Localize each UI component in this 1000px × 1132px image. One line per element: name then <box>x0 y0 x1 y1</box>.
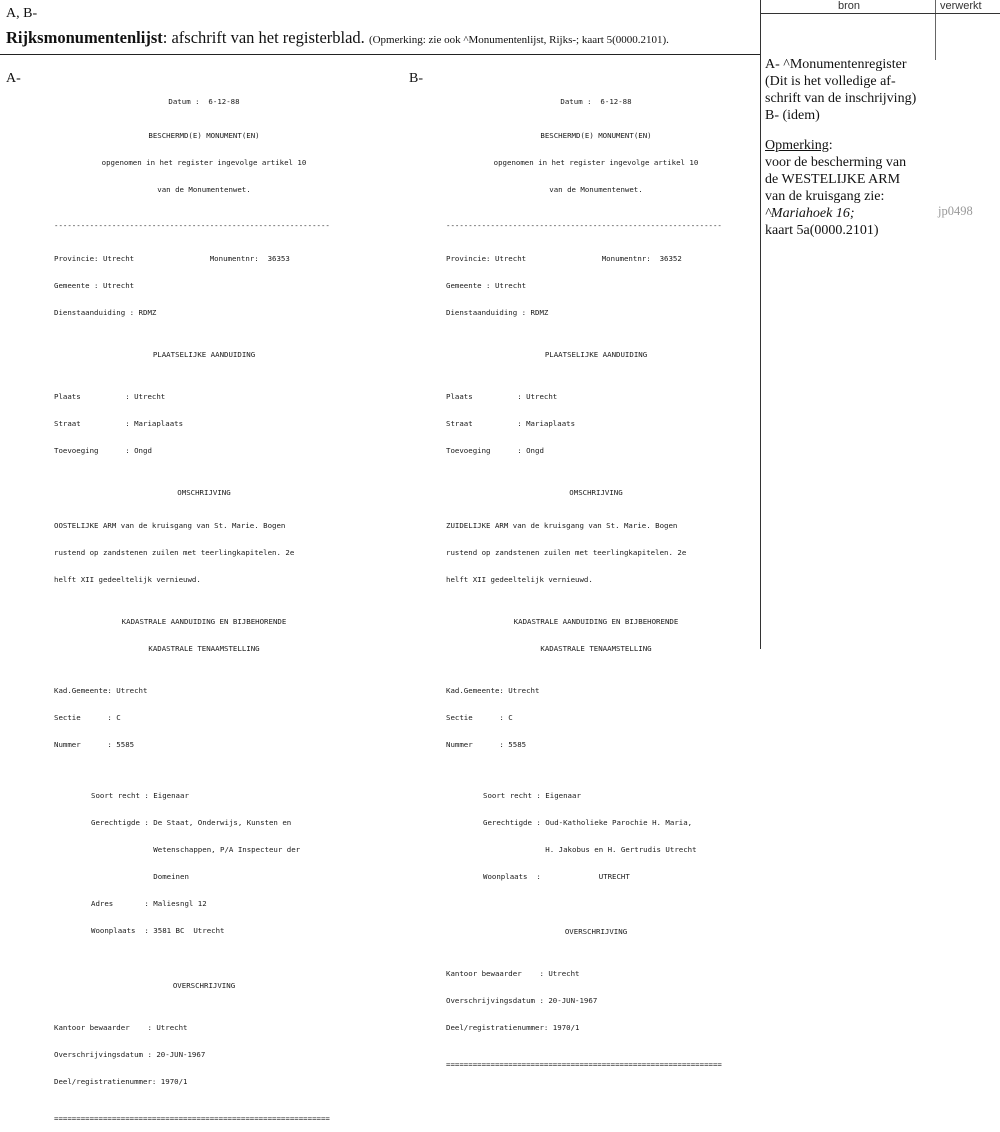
gemeente-line: Gemeente : Utrecht <box>54 281 135 290</box>
soort-recht-line: Soort recht : Eigenaar <box>483 791 581 800</box>
column-header-rule <box>760 13 1000 14</box>
nummer-line: Nummer : 5585 <box>446 740 527 749</box>
soort-recht-line: Soort recht : Eigenaar <box>91 791 189 800</box>
kad-gemeente-line: Kad.Gemeente: Utrecht <box>446 686 540 695</box>
title-note: (Opmerking: zie ook ^Monumentenlijst, Rijks-; kaart 5(0000.2101). <box>368 34 669 46</box>
description-line: helft XII gedeeltelijk vernieuwd. <box>446 575 593 584</box>
opmerking-line: voor de bescherming van <box>765 155 907 170</box>
gemeente-line: Gemeente : Utrecht <box>446 281 527 290</box>
column-header-verwerkt: verwerkt <box>940 0 982 12</box>
section-heading: PLAATSELIJKE AANDUIDING <box>152 350 256 359</box>
section-heading: PLAATSELIJKE AANDUIDING <box>544 350 648 359</box>
doc-date: Datum : 6-12-88 <box>168 97 240 106</box>
section-heading: OMSCHRIJVING <box>177 488 231 497</box>
register-document-a <box>54 79 354 1132</box>
plaats-line: Plaats : Utrecht <box>446 392 558 401</box>
province-line: Provincie: Utrecht Monumentnr: 36353 <box>54 254 290 263</box>
doc-heading-sub: opgenomen in het register ingevolge artikel 10 <box>101 158 307 167</box>
double-rule: ============================================================== <box>54 1114 330 1123</box>
opmerking-line: van de kruisgang zie: <box>765 189 885 204</box>
opmerking-line: de WESTELIJKE ARM <box>765 172 901 187</box>
kantoor-line: Kantoor bewaarder : Utrecht <box>54 1023 188 1032</box>
rights-block <box>91 773 354 953</box>
opmerking-label: Opmerking <box>765 138 829 153</box>
source-line: B- (idem) <box>765 108 820 123</box>
doc-heading: BESCHERMD(E) MONUMENT(EN) <box>540 131 652 140</box>
toevoeging-line: Toevoeging : Ongd <box>446 446 544 455</box>
section-heading: KADASTRALE TENAAMSTELLING <box>540 644 652 653</box>
straat-line: Straat : Mariaplaats <box>54 419 184 428</box>
gerechtigde-line: H. Jakobus en H. Gertrudis Utrecht <box>483 845 697 854</box>
section-heading: OVERSCHRIJVING <box>172 981 236 990</box>
header-divider <box>0 54 760 55</box>
register-document-b <box>446 79 746 1078</box>
panel-a-label: A- <box>6 71 21 86</box>
adres-line: Adres : Maliesngl 12 <box>91 899 207 908</box>
rights-block <box>483 773 746 899</box>
dashed-rule: -------------------------------------------------------------- <box>54 221 330 230</box>
section-heading: KADASTRALE TENAAMSTELLING <box>148 644 260 653</box>
description-line: helft XII gedeeltelijk vernieuwd. <box>54 575 201 584</box>
column-divider-mid <box>935 0 936 60</box>
panel-b-label: B- <box>409 71 423 86</box>
straat-line: Straat : Mariaplaats <box>446 419 576 428</box>
section-heading: OVERSCHRIJVING <box>564 927 628 936</box>
gerechtigde-line: Domeinen <box>91 872 189 881</box>
column-divider <box>760 0 761 649</box>
doc-heading-sub: van de Monumentenwet. <box>549 185 643 194</box>
section-heading: OMSCHRIJVING <box>569 488 623 497</box>
dashed-rule: -------------------------------------------------------------- <box>446 221 722 230</box>
deel-line: Deel/registratienummer: 1970/1 <box>54 1077 188 1086</box>
sectie-line: Sectie : C <box>446 713 513 722</box>
gerechtigde-line: Wetenschappen, P/A Inspecteur der <box>91 845 301 854</box>
archive-code: jp0498 <box>938 204 973 218</box>
description-line: OOSTELIJKE ARM van de kruisgang van St. Marie. Bogen <box>54 521 286 530</box>
doc-heading-sub: opgenomen in het register ingevolge artikel 10 <box>493 158 699 167</box>
archive-series-label: A, B- <box>6 6 38 21</box>
kad-gemeente-line: Kad.Gemeente: Utrecht <box>54 686 148 695</box>
kantoor-line: Kantoor bewaarder : Utrecht <box>446 969 580 978</box>
description-line: rustend op zandstenen zuilen met teerlingkapitelen. 2e <box>54 548 295 557</box>
deel-line: Deel/registratienummer: 1970/1 <box>446 1023 580 1032</box>
description-line: rustend op zandstenen zuilen met teerlingkapitelen. 2e <box>446 548 687 557</box>
card-reference: kaart 5a(0000.2101) <box>765 223 879 238</box>
overschrijvingsdatum-line: Overschrijvingsdatum : 20-JUN-1967 <box>54 1050 206 1059</box>
source-line: schrift van de inschrijving) <box>765 91 917 106</box>
page-title <box>6 28 669 48</box>
toevoeging-line: Toevoeging : Ongd <box>54 446 152 455</box>
double-rule: ============================================================== <box>446 1060 722 1069</box>
plaats-line: Plaats : Utrecht <box>54 392 166 401</box>
woonplaats-line: Woonplaats : UTRECHT <box>483 872 630 881</box>
woonplaats-line: Woonplaats : 3581 BC Utrecht <box>91 926 225 935</box>
opmerking-heading <box>765 137 937 154</box>
cross-reference: ^Mariahoek 16; <box>765 206 855 221</box>
title-bold: Rijksmonumentenlijst <box>6 28 163 47</box>
source-line: A- ^Monumentenregister <box>765 57 907 72</box>
source-line: (Dit is het volledige af- <box>765 74 896 89</box>
province-line: Provincie: Utrecht Monumentnr: 36352 <box>446 254 682 263</box>
title-rest: : afschrift van het registerblad. <box>162 28 365 47</box>
nummer-line: Nummer : 5585 <box>54 740 135 749</box>
doc-heading: BESCHERMD(E) MONUMENT(EN) <box>148 131 260 140</box>
section-heading: KADASTRALE AANDUIDING EN BIJBEHORENDE <box>513 617 679 626</box>
overschrijvingsdatum-line: Overschrijvingsdatum : 20-JUN-1967 <box>446 996 598 1005</box>
opmerking-colon: : <box>828 138 833 153</box>
doc-heading-sub: van de Monumentenwet. <box>157 185 251 194</box>
description-line: ZUIDELIJKE ARM van de kruisgang van St. Marie. Bogen <box>446 521 678 530</box>
gerechtigde-line: Gerechtigde : Oud-Katholieke Parochie H. Maria, <box>483 818 693 827</box>
dienst-line: Dienstaanduiding : RDMZ <box>446 308 549 317</box>
sectie-line: Sectie : C <box>54 713 121 722</box>
section-heading: KADASTRALE AANDUIDING EN BIJBEHORENDE <box>121 617 287 626</box>
doc-date: Datum : 6-12-88 <box>560 97 632 106</box>
gerechtigde-line: Gerechtigde : De Staat, Onderwijs, Kunsten en <box>91 818 292 827</box>
source-notes <box>765 56 937 239</box>
column-header-bron: bron <box>838 0 861 12</box>
dienst-line: Dienstaanduiding : RDMZ <box>54 308 157 317</box>
